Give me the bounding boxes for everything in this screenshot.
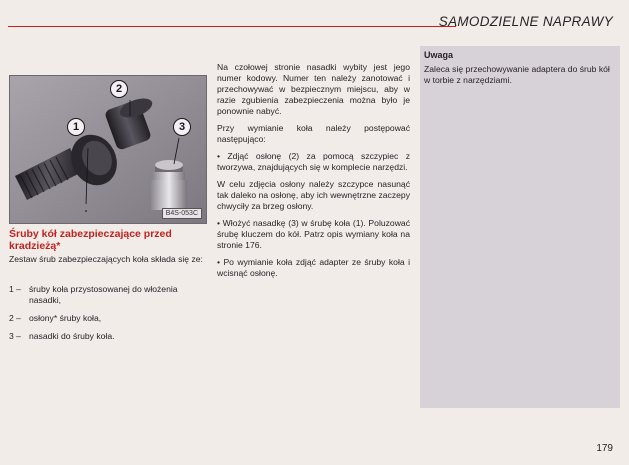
list-item [9, 284, 209, 306]
note-text: Zaleca się przechowywanie adaptera do śrub kół w torbie z narzędziami. [424, 64, 610, 85]
intro-text: Zestaw śrub zabezpieczających koła składa się ze: [9, 254, 203, 264]
header-rule [8, 26, 456, 27]
list-item-text: osłony* śruby koła, [29, 313, 102, 323]
wheel-bolt-illustration [10, 76, 206, 223]
list-item-text: nasadki do śruby koła. [29, 331, 115, 341]
list-item [9, 331, 209, 342]
header-title: SAMODZIELNE NAPRAWY [438, 14, 613, 29]
list-item-number: 3 – [9, 331, 21, 341]
instructions-column [217, 62, 410, 285]
callout-2: 2 [110, 80, 128, 98]
figure-code: B4S-053C [162, 208, 202, 219]
list-item-number: 2 – [9, 313, 21, 323]
callout-1: 1 [67, 118, 85, 136]
list-item [9, 313, 209, 324]
paragraph: • Po wymianie koła zdjąć adapter ze śruby koła i wcisnąć osłonę. [217, 257, 410, 278]
adapter-shape [151, 160, 187, 210]
paragraph: • Włożyć nasadkę (3) w śrubę koła (1). Poluzować śrubę kluczem do kół. Patrz opis wymiany koła na stronie 176. [217, 218, 410, 250]
paragraph: Przy wymianie koła należy postępować następująco: [217, 123, 410, 144]
note-title: Uwaga [424, 50, 454, 60]
section-title: Śruby kół zabezpieczające przed kradzieżą* [9, 228, 172, 252]
list-item-text: śruby koła przystosowanej do włożenia nasadki, [29, 284, 178, 305]
note-box [420, 46, 620, 408]
page-number: 179 [596, 443, 613, 454]
figure-wheel-bolt-set [9, 75, 207, 224]
paragraph: • Zdjąć osłonę (2) za pomocą szczypiec z tworzywa, znajdujących się w komplecie narzędzi. [217, 151, 410, 172]
paragraph: W celu zdjęcia osłony należy szczypce nasunąć tak daleko na osłonę, aby ich wewnętrzne zaczepy chwyciły za brzeg osłony. [217, 179, 410, 211]
list-item-number: 1 – [9, 284, 21, 294]
paragraph: Na czołowej stronie nasadki wybity jest jego numer kodowy. Numer ten należy zanotować i przechowywać w bezpiecznym miejscu, aby w razie zgubienia zabezpieczenia można było je ponownie nabyć. [217, 62, 410, 116]
components-list [9, 284, 209, 349]
callout-3: 3 [173, 118, 191, 136]
